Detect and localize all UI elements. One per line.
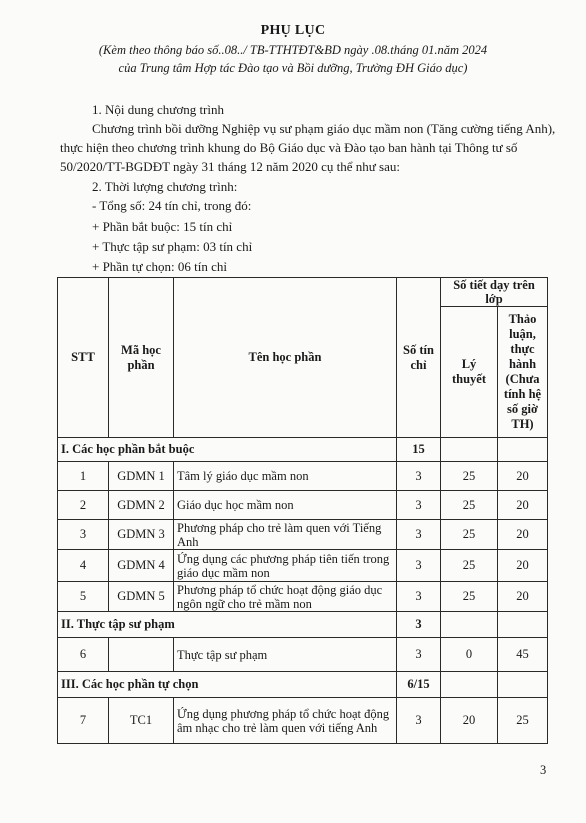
appendix-title: PHỤ LỤC (260, 23, 326, 38)
cell-discussion: 20 (498, 491, 548, 520)
empty-cell (498, 438, 548, 462)
table-row (58, 550, 548, 582)
cell-code: GDMN 2 (109, 491, 174, 520)
cell-theory: 25 (441, 520, 498, 550)
cell-name: Phương pháp cho trẻ làm quen với Tiếng Anh (174, 520, 397, 550)
cell-credits: 3 (397, 491, 441, 520)
cell-theory: 25 (441, 491, 498, 520)
cell-theory: 25 (441, 550, 498, 582)
cell-stt: 2 (58, 491, 109, 520)
cell-discussion: 20 (498, 582, 548, 612)
header-credits: Số tín chỉ (397, 278, 441, 438)
cell-stt: 7 (58, 698, 109, 744)
group-row-practice (58, 612, 548, 638)
header-course-name: Tên học phần (174, 278, 397, 438)
cell-stt: 5 (58, 582, 109, 612)
cell-name: Tâm lý giáo dục mầm non (174, 462, 397, 491)
cell-discussion: 45 (498, 638, 548, 672)
cell-stt: 4 (58, 550, 109, 582)
header-theory: Lý thuyết (441, 307, 498, 438)
cell-name: Giáo dục học mầm non (174, 491, 397, 520)
program-paragraph-line3: 50/2020/TT-BGDĐT ngày 31 tháng 12 năm 2020 cụ thể như sau: (60, 159, 400, 174)
group-label: II. Thực tập sư phạm (58, 612, 397, 638)
appendix-subtitle-line2: của Trung tâm Hợp tác Đào tạo và Bồi dưỡng, Trường ĐH Giáo dục) (118, 61, 468, 75)
cell-code: TC1 (109, 698, 174, 744)
cell-stt: 1 (58, 462, 109, 491)
table-row (58, 491, 548, 520)
table-row (58, 520, 548, 550)
header-periods: Số tiết dạy trên lớp (441, 278, 548, 307)
empty-cell (441, 672, 498, 698)
group-label: I. Các học phần bắt buộc (58, 438, 397, 462)
table-row (58, 582, 548, 612)
cell-discussion: 25 (498, 698, 548, 744)
program-paragraph-line1: Chương trình bồi dưỡng Nghiệp vụ sư phạm giáo dục mầm non (Tăng cường tiếng Anh), (92, 121, 556, 136)
group-credits: 3 (397, 612, 441, 638)
cell-theory: 0 (441, 638, 498, 672)
empty-cell (441, 438, 498, 462)
group-row-required (58, 438, 548, 462)
page-number: 3 (540, 763, 547, 777)
cell-name: Ứng dụng các phương pháp tiên tiến trong giáo dục mầm non (174, 550, 397, 582)
group-label: III. Các học phần tự chọn (58, 672, 397, 698)
cell-code (109, 638, 174, 672)
table-header-row (58, 278, 548, 307)
header-discussion: Thảo luận, thực hành (Chưa tính hệ số giờ TH) (498, 307, 548, 438)
cell-stt: 6 (58, 638, 109, 672)
empty-cell (498, 672, 548, 698)
total-credits: - Tổng số: 24 tín chỉ, trong đó: (92, 198, 252, 213)
group-credits: 6/15 (397, 672, 441, 698)
cell-code: GDMN 4 (109, 550, 174, 582)
cell-discussion: 20 (498, 462, 548, 491)
table-row (58, 698, 548, 744)
cell-theory: 20 (441, 698, 498, 744)
cell-credits: 3 (397, 698, 441, 744)
cell-name: Thực tập sư phạm (174, 638, 397, 672)
cell-code: GDMN 1 (109, 462, 174, 491)
empty-cell (498, 612, 548, 638)
section2-heading: 2. Thời lượng chương trình: (92, 179, 238, 194)
cell-name: Phương pháp tổ chức hoạt động giáo dục ngôn ngữ cho trẻ mầm non (174, 582, 397, 612)
required-credits: + Phần bắt buộc: 15 tín chỉ (92, 219, 233, 234)
empty-cell (441, 612, 498, 638)
section1-heading: 1. Nội dung chương trình (92, 102, 224, 117)
appendix-subtitle-line1: (Kèm theo thông báo số..08../ TB-TTHTĐT&BD ngày .08.tháng 01.năm 2024 (98, 43, 488, 57)
cell-theory: 25 (441, 462, 498, 491)
cell-theory: 25 (441, 582, 498, 612)
course-table (57, 277, 548, 744)
cell-name: Ứng dụng phương pháp tổ chức hoạt động âm nhạc cho trẻ làm quen với tiếng Anh (174, 698, 397, 744)
group-credits: 15 (397, 438, 441, 462)
cell-code: GDMN 3 (109, 520, 174, 550)
cell-discussion: 20 (498, 550, 548, 582)
cell-discussion: 20 (498, 520, 548, 550)
cell-credits: 3 (397, 582, 441, 612)
cell-code: GDMN 5 (109, 582, 174, 612)
header-course-code: Mã học phần (109, 278, 174, 438)
cell-credits: 3 (397, 638, 441, 672)
header-stt: STT (58, 278, 109, 438)
practice-credits: + Thực tập sư phạm: 03 tín chỉ (92, 239, 253, 254)
table-row (58, 462, 548, 491)
cell-stt: 3 (58, 520, 109, 550)
program-paragraph-line2: thực hiện theo chương trình khung do Bộ Giáo dục và Đào tạo ban hành tại Thông tư số (60, 140, 518, 155)
table-row (58, 638, 548, 672)
elective-credits: + Phần tự chọn: 06 tín chỉ (92, 259, 227, 274)
group-row-elective (58, 672, 548, 698)
cell-credits: 3 (397, 550, 441, 582)
cell-credits: 3 (397, 462, 441, 491)
cell-credits: 3 (397, 520, 441, 550)
